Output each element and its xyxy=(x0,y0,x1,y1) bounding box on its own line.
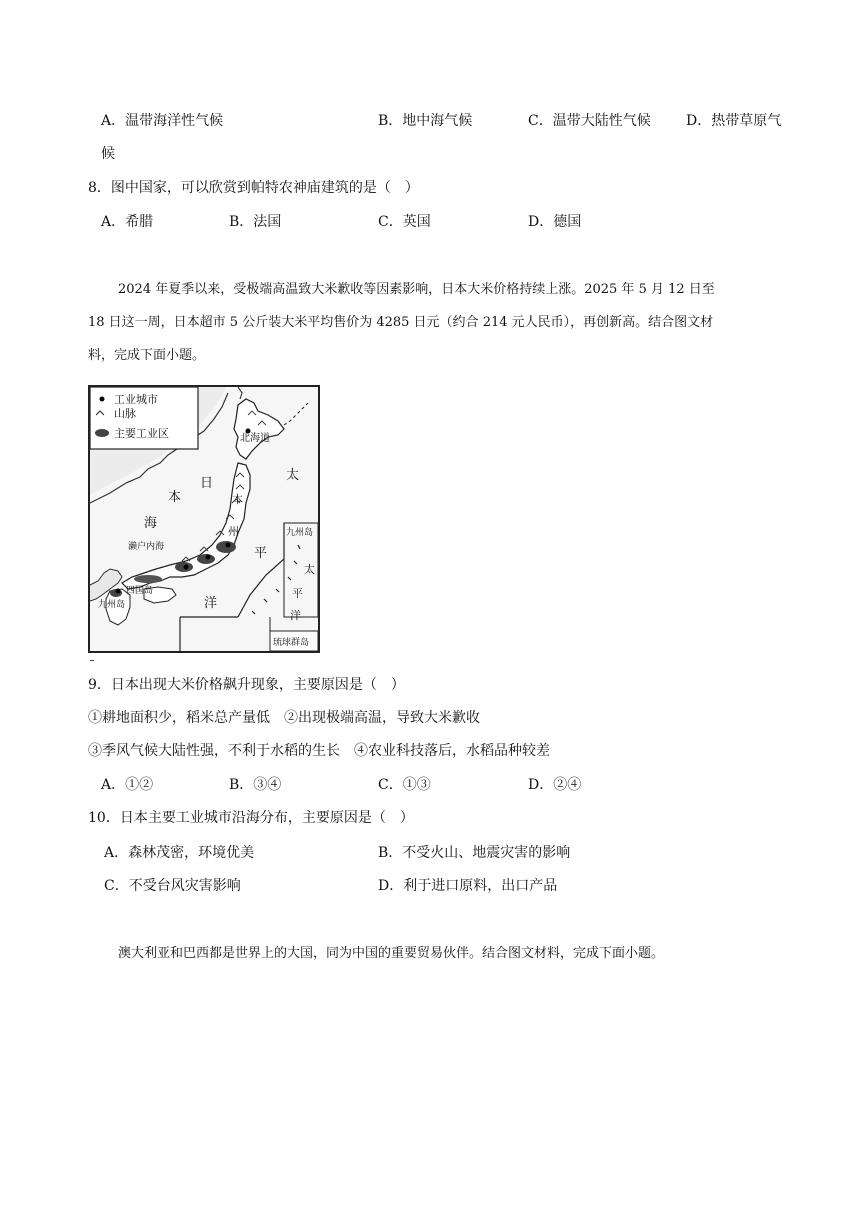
q8-option-b[interactable]: B．法国 xyxy=(229,214,282,230)
label-kyushu: 九州岛 xyxy=(98,600,126,610)
legend-industrial-label: 主要工业区 xyxy=(114,427,169,440)
q7-option-d[interactable]: D．热带草原气 xyxy=(686,113,782,129)
industrial-zone-keihin xyxy=(216,541,236,553)
q8-stem: 8．图中国家，可以欣赏到帕特农神庙建筑的是（ ） xyxy=(88,180,419,196)
q8-option-a[interactable]: A．希腊 xyxy=(101,214,154,230)
industrial-zone-setouchi xyxy=(134,575,162,583)
q9-stem: 9．日本出现大米价格飙升现象，主要原因是（ ） xyxy=(88,677,405,693)
passage2-line1: 澳大利亚和巴西都是世界上的大国，同为中国的重要贸易伙伴。结合图文材料，完成下面小题。 xyxy=(118,946,665,961)
q7-option-c[interactable]: C．温带大陆性气候 xyxy=(528,113,651,129)
q7-option-a[interactable]: A．温带海洋性气候 xyxy=(101,113,224,129)
q9-statements-line2: ③季风气候大陆性强，不利于水稻的生长 ④农业科技落后，水稻品种较差 xyxy=(88,743,550,759)
label-ping2: 平 xyxy=(292,587,303,600)
label-shikoku: 四国岛 xyxy=(126,586,154,596)
legend-mountain-label: 山脉 xyxy=(114,407,136,420)
image-anchor-mark xyxy=(90,660,94,661)
label-ping: 平 xyxy=(254,546,268,561)
passage1-line2: 18 日这一周，日本超市 5 公斤装大米平均售价为 4285 日元（约合 214 元人民币），再创新高。结合图文材 xyxy=(88,315,714,330)
label-ri: 日 xyxy=(200,476,214,491)
q9-statements-line1: ①耕地面积少，稻米总产量低 ②出现极端高温，导致大米歉收 xyxy=(88,710,480,726)
japan-map xyxy=(88,385,320,653)
label-honshu-ben: 本 xyxy=(232,493,243,506)
label-seto: 濑户内海 xyxy=(128,542,165,552)
q8-option-c[interactable]: C．英国 xyxy=(378,214,431,230)
q8-option-d[interactable]: D．德国 xyxy=(528,214,582,230)
q9-option-a[interactable]: A．①② xyxy=(101,777,154,793)
q10-option-c[interactable]: C．不受台风灾害影响 xyxy=(104,878,241,894)
label-kyushu-inset: 九州岛 xyxy=(286,528,314,538)
q10-option-a[interactable]: A．森林茂密，环境优美 xyxy=(104,845,255,861)
label-ben: 本 xyxy=(168,490,182,505)
passage1-line3: 料，完成下面小题。 xyxy=(88,348,206,363)
label-yang2: 洋 xyxy=(290,609,301,622)
label-hokkaido: 北海道 xyxy=(240,433,270,444)
label-yang: 洋 xyxy=(204,596,218,611)
legend-city-label: 工业城市 xyxy=(114,393,158,406)
label-ryukyu: 琉球群岛 xyxy=(273,638,310,648)
label-tai2: 太 xyxy=(304,563,315,576)
q7-option-b[interactable]: B．地中海气候 xyxy=(378,113,473,129)
passage1-line1: 2024 年夏季以来，受极端高温致大米歉收等因素影响，日本大米价格持续上涨。2025 年 5 月 12 日至 xyxy=(118,282,715,297)
q10-option-d[interactable]: D．利于进口原料，出口产品 xyxy=(378,878,558,894)
q10-stem: 10．日本主要工业城市沿海分布，主要原因是（ ） xyxy=(88,810,414,826)
label-tai: 太 xyxy=(286,468,300,483)
q7-option-d-continued: 候 xyxy=(101,146,115,162)
q9-option-d[interactable]: D．②④ xyxy=(528,777,582,793)
label-hai: 海 xyxy=(144,516,158,531)
label-honshu-zhou: 州 xyxy=(228,525,239,538)
q9-option-c[interactable]: C．①③ xyxy=(378,777,431,793)
q10-option-b[interactable]: B．不受火山、地震灾害的影响 xyxy=(378,845,571,861)
q9-option-b[interactable]: B．③④ xyxy=(229,777,282,793)
